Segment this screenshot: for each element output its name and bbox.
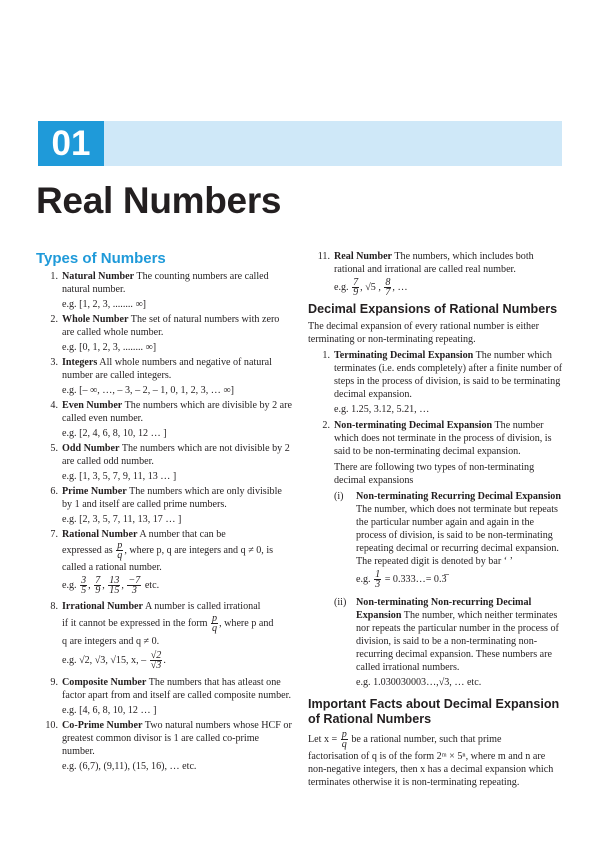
item-number: 1.: [50, 271, 58, 282]
left-column: [36, 250, 292, 775]
item-desc: The numbers which are not divisible by 2 are called odd number.: [62, 443, 290, 467]
item-number: 6.: [50, 486, 58, 497]
item-example: e.g. √2, √3, √15, x, – $\frac{√2}{√3}$ .: [62, 650, 166, 672]
sub-item-example: e.g. $\frac{1}{3}$ = 0.333…= 0.3̅: [356, 569, 447, 591]
item-desc-2b: , where p and: [219, 618, 274, 629]
item-term: Irrational Number: [62, 601, 144, 612]
sub-item-example: e.g. 1.030030003…,√3, … etc.: [356, 677, 482, 688]
sub-item-term: Non-terminating Non-recurring Decimal Expansion: [356, 597, 532, 621]
item-desc: A number that can be: [139, 529, 226, 540]
decimal-expansions-heading: Decimal Expansions of Rational Numbers: [308, 302, 558, 316]
list-item: [36, 719, 292, 773]
chapter-title: Real Numbers: [36, 180, 282, 221]
important-facts-text: Let x = $\frac{p}{q}$ be a rational number, such that prime factorisation of q is of the form 2ᵐ × 5ⁿ, where m and n are non-negative integers, then x has a decimal expansion which terminates otherwise it is non-terminating repeating.: [308, 729, 554, 788]
item-extra: There are following two types of non-terminating decimal expansions: [334, 462, 535, 486]
item-number: 10.: [45, 720, 58, 731]
list-item: [36, 313, 292, 354]
number-types-list: [36, 270, 292, 526]
item-term: Even Number: [62, 400, 123, 411]
item-number: 11.: [317, 251, 330, 262]
item-desc: The numbers, which includes both rational and irrational are called real number.: [334, 251, 534, 275]
item-term: Rational Number: [62, 529, 138, 540]
item-term: Natural Number: [62, 271, 135, 282]
item-number: 3.: [50, 357, 58, 368]
item-desc: The number which terminates (i.e. ends completely) after a finite number of steps in the process of division, is said to be terminating decimal expansion.: [334, 350, 563, 400]
item-example: e.g. [4, 6, 8, 10, 12 … ]: [62, 705, 157, 716]
example-fraction: $\frac{13}{15}$: [109, 575, 120, 597]
right-column: [308, 250, 564, 791]
sub-item-desc: The number, which neither terminates nor repeats the particular number in the process of division, is said to be a non-terminating non-recurring decimal expansion. These numbers are called irrational numbers.: [356, 610, 559, 673]
item-number: 7.: [50, 529, 58, 540]
item-term: Composite Number: [62, 677, 147, 688]
item-example: e.g. (6,7), (9,11), (15, 16), … etc.: [62, 761, 197, 772]
item-example: e.g. [– ∞, …, – 3, – 2, – 1, 0, 1, 2, 3, … ∞]: [62, 385, 234, 396]
sub-item-recurring: [334, 490, 564, 590]
item-desc-2b: , where p, q are integers and q ≠ 0, is: [124, 545, 274, 556]
number-types-list-2: [36, 676, 292, 773]
item-number: 1.: [322, 350, 330, 361]
sub-item-desc: The number, which does not terminate but repeats the particular number again and again in the process of division, is said to be non-terminating repeating decimal or recurring decimal expansion. The repeated digit is denoted by bar ‘ ’: [356, 504, 559, 567]
list-item: [36, 442, 292, 483]
item-term: Real Number: [334, 251, 393, 262]
item-term: Odd Number: [62, 443, 120, 454]
item-example: e.g. 1.25, 3.12, 5.21, …: [334, 404, 430, 415]
item-desc: The counting numbers are called natural number.: [62, 271, 269, 295]
item-example: e.g. [2, 4, 6, 8, 10, 12 … ]: [62, 428, 167, 439]
fraction-p-over-q: $\frac{p}{q}$: [117, 540, 123, 562]
item-desc-3: called a rational number.: [62, 562, 162, 573]
example-fractions: $\frac{3}{5}$ , $\frac{7}{9}$ , $\frac{13}{15}$ , $\frac{-7}{3}$: [81, 575, 141, 597]
item-example: e.g. $\frac{7}{9}$ , √5 , $\frac{8}{7}$ , …: [334, 277, 408, 299]
list-item-irrational: [36, 600, 292, 672]
example-fraction: $\frac{-7}{3}$: [128, 575, 141, 597]
item-desc: The numbers that has atleast one factor apart from and itself are called composite number.: [62, 677, 291, 701]
item-term: Integers: [62, 357, 98, 368]
list-item: [36, 356, 292, 397]
sub-item-nonrecurring: [334, 596, 564, 689]
item-number: 2.: [322, 420, 330, 431]
item-desc: The number which does not terminate in the process of division, is said to be non-terminating decimal expansion.: [334, 420, 552, 457]
list-item-terminating: [308, 349, 564, 416]
item-number: 2.: [50, 314, 58, 325]
list-item-rational: [36, 528, 292, 596]
item-desc: The numbers which are only divisible by 1 and itself are called prime numbers.: [62, 486, 282, 510]
fraction-p-over-q: $\frac{p}{q}$: [212, 613, 218, 635]
chapter-number: 01: [38, 121, 104, 166]
item-term: Whole Number: [62, 314, 129, 325]
sub-item-number: (ii): [334, 597, 347, 608]
item-number: 5.: [50, 443, 58, 454]
item-desc: Two natural numbers whose HCF or greatest common divisor is 1 are called co-prime number.: [62, 720, 292, 757]
list-item-real: [308, 250, 564, 298]
item-desc-2a: if it cannot be expressed in the form: [62, 618, 208, 629]
item-example: e.g. [1, 3, 5, 7, 9, 11, 13 … ]: [62, 471, 177, 482]
list-item: [36, 676, 292, 717]
item-desc: The set of natural numbers with zero are called whole number.: [62, 314, 280, 338]
important-facts-heading: Important Facts about Decimal Expansion of Rational Numbers: [308, 697, 560, 726]
item-term: Non-terminating Decimal Expansion: [334, 420, 493, 431]
item-desc: A number is called irrational: [145, 601, 261, 612]
item-desc-3: q are integers and q ≠ 0.: [62, 636, 160, 647]
fraction-p-q: $\frac{p}{q}$: [341, 729, 347, 751]
types-of-numbers-heading: Types of Numbers: [36, 250, 166, 267]
item-example: e.g. [1, 2, 3, ........ ∞]: [62, 299, 147, 310]
chapter-header-band: [38, 121, 562, 166]
list-item: [36, 270, 292, 311]
list-item: [36, 485, 292, 526]
fraction-8-7: $\frac{8}{7}$: [385, 277, 391, 299]
fraction-1-3: $\frac{1}{3}$: [375, 569, 381, 591]
list-item-nonterminating: [308, 419, 564, 689]
example-fraction: $\frac{7}{9}$: [95, 575, 101, 597]
item-term: Terminating Decimal Expansion: [334, 350, 474, 361]
item-term: Co-Prime Number: [62, 720, 143, 731]
item-number: 9.: [50, 677, 58, 688]
fraction-root2-root3: $\frac{√2}{√3}$: [150, 650, 162, 672]
example-fraction: $\frac{3}{5}$: [81, 575, 87, 597]
sub-item-term: Non-terminating Recurring Decimal Expansion: [356, 491, 561, 502]
item-example: e.g. [2, 3, 5, 7, 11, 13, 17 … ]: [62, 514, 182, 525]
item-number: 4.: [50, 400, 58, 411]
item-desc: The numbers which are divisible by 2 are called even number.: [62, 400, 292, 424]
item-example: e.g. $\frac{3}{5}$ , $\frac{7}{9}$ , $\frac{13}{15}$ , $\frac{-7}{3}$ etc.: [62, 575, 160, 597]
item-desc: All whole numbers and negative of natural number are called integers.: [62, 357, 272, 381]
decimal-intro: The decimal expansion of every rational number is either terminating or non-terminating repeating.: [308, 321, 539, 345]
item-example: e.g. [0, 1, 2, 3, ........ ∞]: [62, 342, 157, 353]
item-number: 8.: [50, 601, 58, 612]
item-desc-2a: expressed as: [62, 545, 113, 556]
list-item: [36, 399, 292, 440]
item-term: Prime Number: [62, 486, 127, 497]
fraction-7-9: $\frac{7}{9}$: [353, 277, 359, 299]
sub-item-number: (i): [334, 491, 344, 502]
